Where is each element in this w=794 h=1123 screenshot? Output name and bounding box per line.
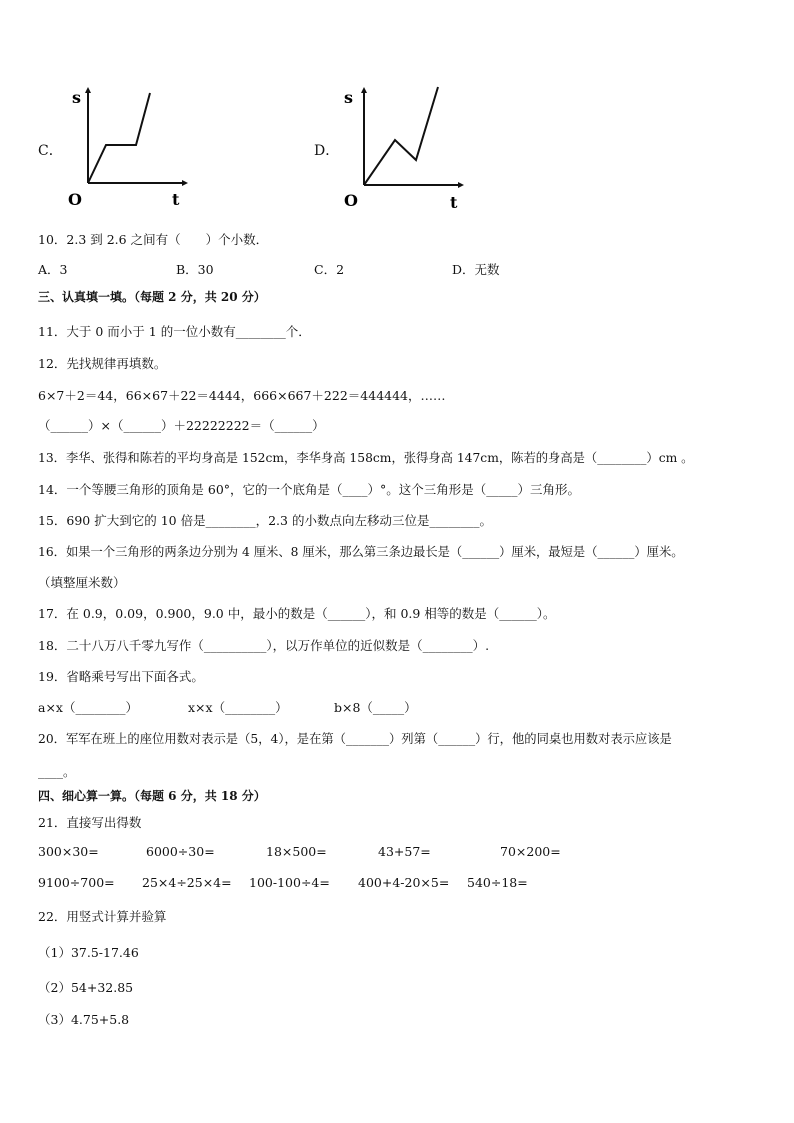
q21-r1-c4: 43+57= <box>378 844 431 859</box>
graph-c-x-arrow <box>182 180 188 186</box>
q10-option-d: D．无数 <box>452 262 500 277</box>
question-14: 14．一个等腰三角形的顶角是 60°，它的一个底角是（____）°。这个三角形是（_____）三角形。 <box>38 482 581 497</box>
option-c-label: C． <box>38 143 63 159</box>
q19-item-3: b×8（_____） <box>334 700 417 715</box>
question-20: 20．军军在班上的座位用数对表示是（5，4），是在第（_______）列第（______）行，他的同桌也用数对表示应该是 <box>38 732 672 746</box>
graph-c-y-arrow <box>85 87 91 93</box>
section-4-heading: 四、细心算一算。（每题 6 分，共 18 分） <box>38 789 266 803</box>
graph-c-t: t <box>172 190 180 209</box>
question-12: 12．先找规律再填数。 <box>38 356 167 371</box>
question-13: 13．李华、张得和陈若的平均身高是 152cm，李华身高 158cm，张得身高 147cm，陈若的身高是（________）cm 。 <box>38 451 694 465</box>
graph-c-line <box>88 93 150 183</box>
question-19: 19．省略乘号写出下面各式。 <box>38 669 204 684</box>
q21-r2-c2: 25×4÷25×4= <box>142 875 232 890</box>
graph-d <box>336 85 466 210</box>
q22-item-1: （1）37.5-17.46 <box>38 945 139 960</box>
question-22: 22．用竖式计算并验算 <box>38 909 167 924</box>
graph-d-x-arrow <box>458 182 464 188</box>
question-16: 16．如果一个三角形的两条边分别为 4 厘米、8 厘米，那么第三条边最长是（______）厘米，最短是（______）厘米。 <box>38 545 684 559</box>
q22-item-3: （3）4.75+5.8 <box>38 1012 130 1027</box>
q10-option-a: A．3 <box>38 262 68 277</box>
section-3-heading: 三、认真填一填。（每题 2 分，共 20 分） <box>38 290 266 304</box>
question-17: 17．在 0.9，0.09，0.900，9.0 中，最小的数是（______），和 0.9 相等的数是（______）。 <box>38 606 556 621</box>
question-12-pattern: 6×7＋2＝44，66×67＋22＝4444，666×667＋222＝444444，…… <box>38 388 446 403</box>
q21-r1-c5: 70×200= <box>500 844 561 859</box>
question-16-note: （填整厘米数） <box>38 575 126 590</box>
q21-r2-c5: 540÷18= <box>467 875 528 890</box>
q19-item-1: a×x（________） <box>38 700 138 715</box>
q10-option-b: B．30 <box>176 262 214 277</box>
q22-item-2: （2）54+32.85 <box>38 980 134 995</box>
q19-item-2: x×x（________） <box>188 700 288 715</box>
question-15: 15．690 扩大到它的 10 倍是________，2.3 的小数点向左移动三位是________。 <box>38 513 492 528</box>
graph-c-s: s <box>72 88 82 107</box>
graph-d-o: O <box>344 191 358 210</box>
graph-d-t: t <box>450 193 458 210</box>
graph-d-line <box>364 87 438 185</box>
q21-r2-c1: 9100÷700= <box>38 875 115 890</box>
q10-option-c: C．2 <box>314 262 345 277</box>
question-20-cont: ____。 <box>38 764 76 779</box>
option-d-label: D． <box>314 143 340 159</box>
question-11: 11．大于 0 而小于 1 的一位小数有________个． <box>38 324 311 339</box>
q21-r2-c3: 100-100÷4= <box>249 875 330 890</box>
q21-r1-c1: 300×30= <box>38 844 99 859</box>
graph-d-y-arrow <box>361 87 367 93</box>
question-12-blank: （______）×（______）＋22222222＝（______） <box>38 418 325 433</box>
question-10: 10．2.3 到 2.6 之间有（ ）个小数． <box>38 232 269 247</box>
q21-r1-c2: 6000÷30= <box>146 844 215 859</box>
question-21: 21．直接写出得数 <box>38 815 142 830</box>
graph-d-s: s <box>344 88 354 107</box>
q21-r1-c3: 18×500= <box>266 844 327 859</box>
graph-c <box>60 85 190 210</box>
graph-c-o: O <box>68 190 82 209</box>
question-18: 18．二十八万八千零九写作（__________），以万作单位的近似数是（________）. <box>38 638 490 653</box>
q21-r2-c4: 400+4-20×5= <box>358 875 450 890</box>
